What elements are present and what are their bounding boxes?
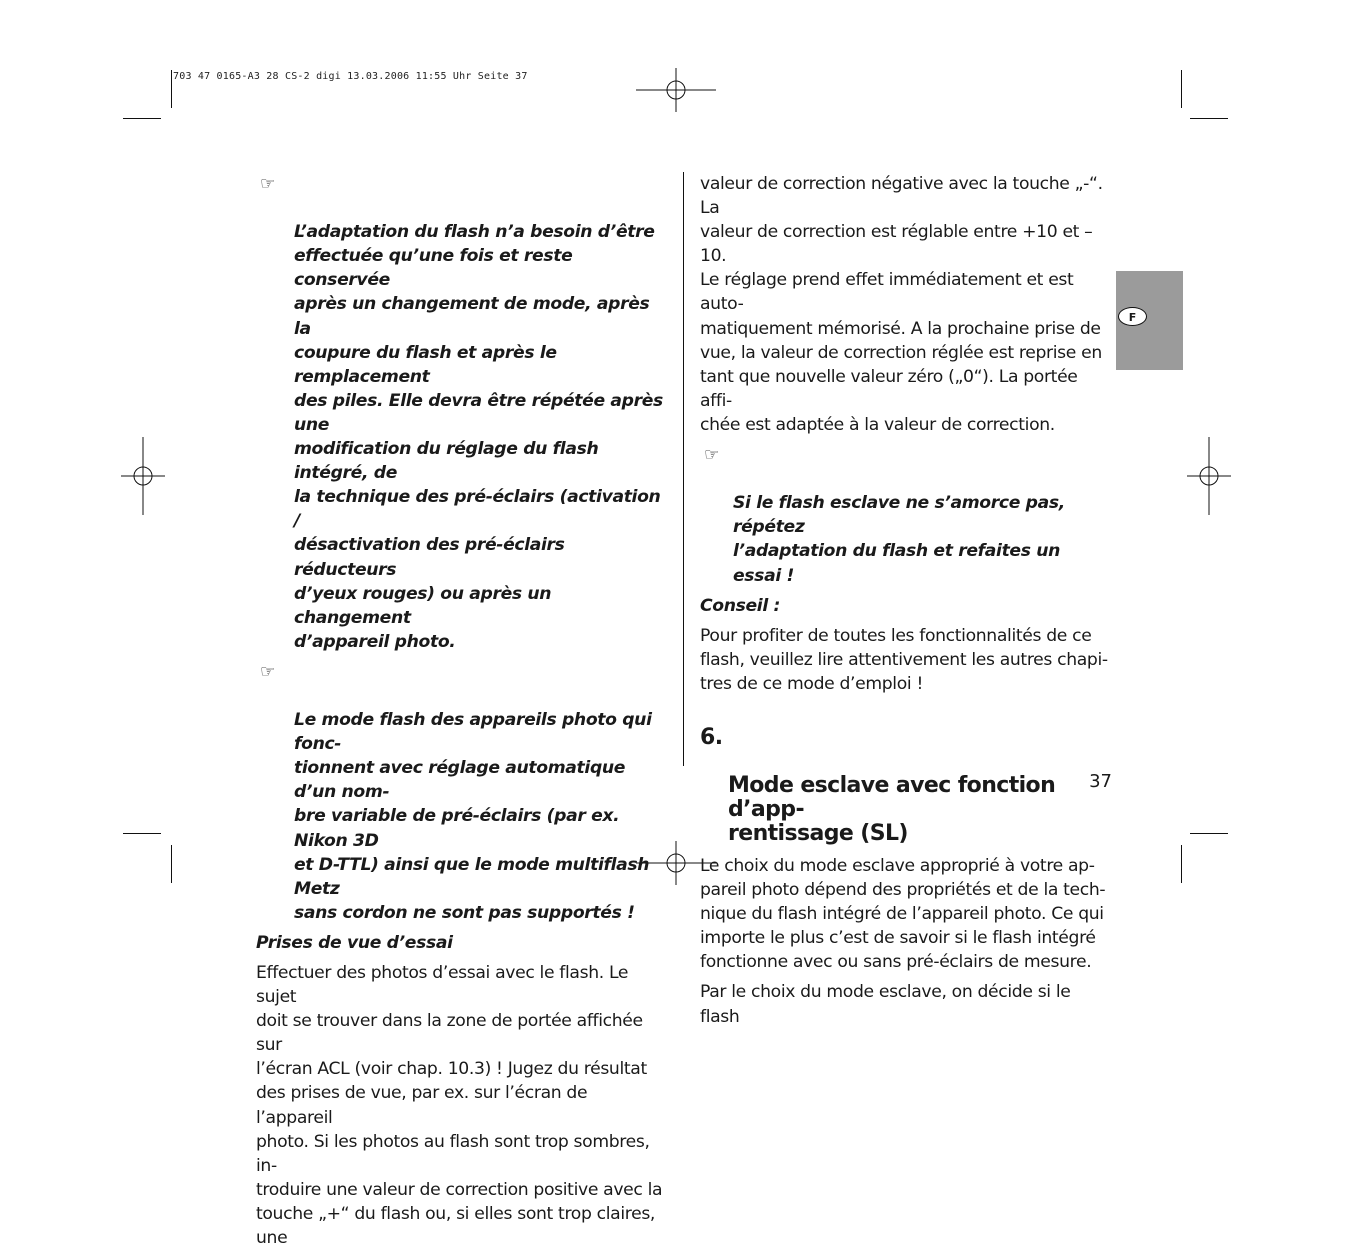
registration-mark-icon xyxy=(636,68,716,112)
pointing-hand-icon: ☞ xyxy=(704,445,719,466)
language-badge: F xyxy=(1118,307,1147,326)
print-header: 703 47 0165-A3 28 CS-2 digi 13.03.2006 11:55 Uhr Seite 37 xyxy=(173,71,528,82)
crop-mark xyxy=(1190,833,1228,834)
body-paragraph: valeur de correction négative avec la touche „-“. La valeur de correction est réglable entre +10 et –10. Le réglage prend effet immédiatement et est auto- matiquement mémorisé. A la prochaine prise de vue, la valeur de correction réglée est reprise en tant que nouvelle valeur zéro („0“). La portée affi- chée est adaptée à la valeur de correction. xyxy=(700,174,1103,435)
subheading: Conseil : xyxy=(700,595,781,616)
section-title: Mode esclave avec fonction d’app- rentissage (SL) xyxy=(728,772,1056,846)
body-paragraph: Effectuer des photos d’essai avec le flash. Le sujet doit se trouver dans la zone de portée affichée sur l’écran ACL (voir chap. 10.3) ! Jugez du résultat des prises de vue, par ex. sur l’écran de l’appareil photo. Si les photos au flash sont trop sombres, in- troduire une valeur de correction positive avec la touche „+“ du flash ou, si elles sont trop claires, une xyxy=(256,963,663,1249)
note-text: Le mode flash des appareils photo qui fonc- tionnent avec réglage automatique d’un nom- bre variable de pré-éclairs (par ex. Nikon 3D et D-TTL) ainsi que le mode multiflash Metz sans cordon ne sont pas supportés ! xyxy=(294,710,652,923)
section-number: 6. xyxy=(700,724,723,750)
right-column xyxy=(700,172,1112,1029)
page-number: 37 xyxy=(1089,771,1112,792)
note-text: L’adaptation du flash n’a besoin d’être effectuée qu’une fois et reste conservée après un changement de mode, après la coupure du flash et après le remplacement des piles. Elle devra être répétée après une modification du réglage du flash intégré, de la technique des pré-éclairs (activation / désactivation des pré-éclairs réducteurs d’yeux rouges) ou après un changement d’appareil photo. xyxy=(294,222,663,652)
registration-mark-icon xyxy=(1187,437,1231,515)
crop-mark xyxy=(123,833,161,834)
body-paragraph: Pour profiter de toutes les fonctionnalités de ce flash, veuillez lire attentivement les autres chapi- tres de ce mode d’emploi ! xyxy=(700,625,1108,694)
note-text: Si le flash esclave ne s’amorce pas, répétez l’adaptation du flash et refaites un essai ! xyxy=(733,493,1065,586)
pointing-hand-icon: ☞ xyxy=(260,661,275,682)
subheading: Prises de vue d’essai xyxy=(256,932,453,953)
crop-mark xyxy=(1181,845,1182,883)
note-block xyxy=(700,443,1112,588)
crop-mark xyxy=(1181,70,1182,108)
column-divider xyxy=(683,172,684,766)
crop-mark xyxy=(1190,118,1228,119)
left-column xyxy=(256,172,668,1250)
note-block xyxy=(256,660,668,925)
body-paragraph: Par le choix du mode esclave, on décide si le flash xyxy=(700,982,1071,1027)
body-paragraph: Le choix du mode esclave approprié à votre ap- pareil photo dépend des propriétés et de la tech- nique du flash intégré de l’appareil photo. Ce qui importe le plus c’est de savoir si le flash intégré fonctionne avec ou sans pré-éclairs de mesure. xyxy=(700,855,1106,973)
section-heading xyxy=(700,726,1112,846)
note-block xyxy=(256,172,668,654)
crop-mark xyxy=(171,845,172,883)
crop-mark xyxy=(123,118,161,119)
registration-mark-icon xyxy=(121,437,165,515)
crop-mark xyxy=(171,70,172,108)
pointing-hand-icon: ☞ xyxy=(260,174,275,194)
